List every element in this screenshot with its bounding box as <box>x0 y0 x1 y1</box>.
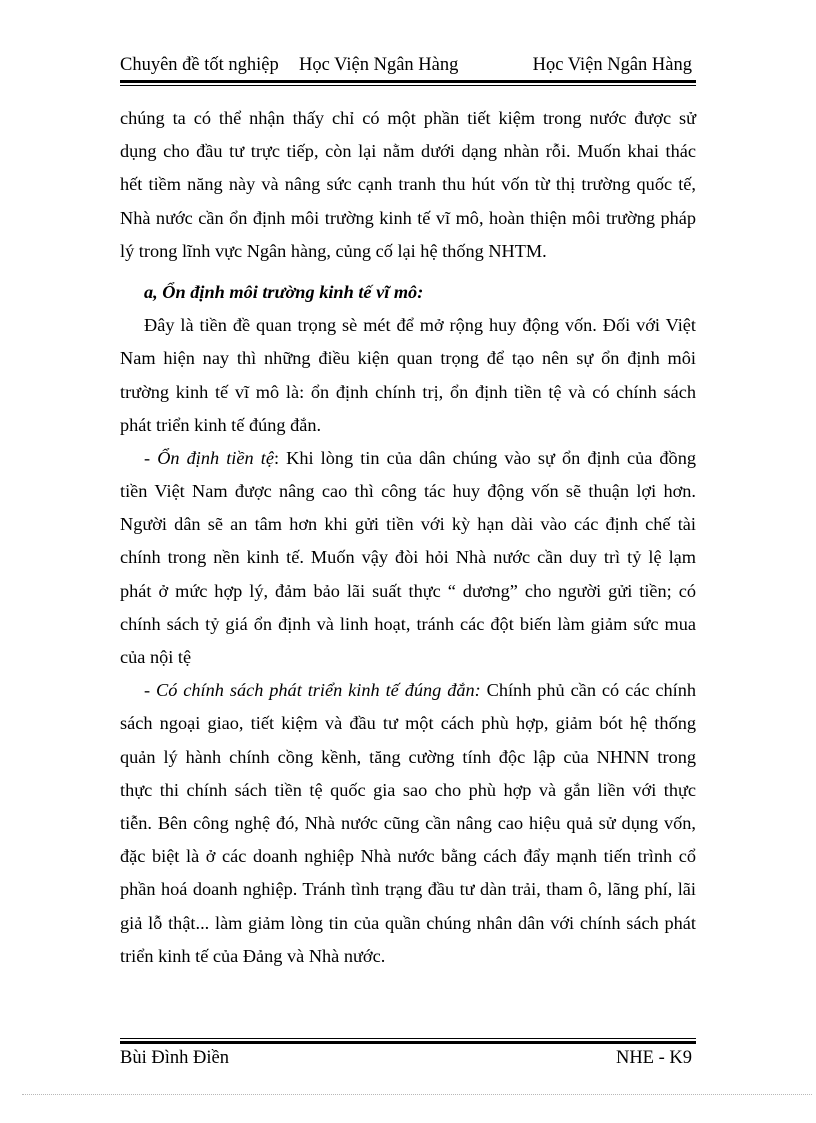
page-body <box>120 102 696 973</box>
footer-rule-thick <box>120 1041 696 1044</box>
text-line: triển kinh tế của Đảng và Nhà nước. <box>120 945 386 966</box>
term-monetary-stability: Ổn định tiền tệ <box>157 447 274 468</box>
footer-rule-thin <box>120 1038 696 1039</box>
text-line: tiền Việt Nam được nâng cao thì công tác huy động vốn sẽ thuận lợi hơn. <box>120 481 696 502</box>
header-rule-thick <box>120 80 696 83</box>
header-document-type: Chuyên đề tốt nghiệp <box>120 55 279 75</box>
page-bottom-dotted-border <box>22 1094 812 1095</box>
text-line: chúng ta có thể nhận thấy chỉ có một phần tiết kiệm trong nước được sử <box>120 108 696 128</box>
text-line: của nội tệ <box>120 647 192 667</box>
footer-author: Bùi Đình Điền <box>120 1048 229 1068</box>
text-line: chính trong nền kinh tế. Muốn vậy đòi hỏi Nhà nước cần duy trì tỷ lệ lạm <box>120 547 696 568</box>
text-line: Nam hiện nay thì những điều kiện quan trọng để tạo nên sự ổn định môi <box>120 348 696 369</box>
text-line: Người dân sẽ an tâm hơn khi gửi tiền với kỳ hạn dài vào các định chế tài <box>120 514 696 535</box>
text-line: trường kinh tế vĩ mô là: ổn định chính trị, ổn định tiền tệ và có chính sách <box>120 381 696 402</box>
text-line: phần hoá doanh nghiệp. Tránh tình trạng đầu tư dàn trải, tham ô, lãng phí, lãi <box>120 879 696 900</box>
section-heading: a, Ổn định môi trường kinh tế vĩ mô: <box>144 281 424 302</box>
text-segment: Chính phủ cần có các chính <box>480 680 696 701</box>
header-institution: Học Viện Ngân Hàng <box>299 55 459 75</box>
text-segment: : Khi lòng tin của dân chúng vào sự ổn định của đồng <box>273 447 696 468</box>
text-line-with-term <box>120 674 696 707</box>
header-institution-right: Học Viện Ngân Hàng <box>532 55 692 75</box>
footer-class-code: NHE - K9 <box>615 1048 692 1068</box>
text-line: sách ngoại giao, tiết kiệm và đầu tư một cách phù hợp, giảm bót hệ thống <box>120 713 696 734</box>
text-line: giả lỗ thật... làm giảm lòng tin của quần chúng nhân dân với chính sách phát <box>120 912 696 933</box>
text-line: quản lý hành chính cồng kềnh, tăng cường tính độc lập của NHNN trong <box>120 746 696 767</box>
text-line: phát triển kinh tế đúng đắn. <box>120 414 322 435</box>
text-line: Nhà nước cần ổn định môi trường kinh tế vĩ mô, hoàn thiện môi trường pháp <box>120 207 696 228</box>
header-rule-thin <box>120 85 696 86</box>
page-footer <box>120 1045 696 1071</box>
text-line: chính sách tỷ giá ổn định và linh hoạt, tránh các đột biến làm giảm sức mua <box>120 613 696 634</box>
text-line: Đây là tiền đề quan trọng sè mét để mở rộng huy động vốn. Đối với Việt <box>144 315 696 336</box>
text-line: lý trong lĩnh vực Ngân hàng, củng cố lại hệ thống NHTM. <box>120 240 547 261</box>
text-line: tiễn. Bên công nghệ đó, Nhà nước cũng cần nâng cao hiệu quả sử dụng vốn, <box>120 812 696 833</box>
text-line: hết tiềm năng này và nâng sức cạnh tranh thu hút vốn từ thị trường quốc tế, <box>120 174 696 195</box>
text-line: đặc biệt là ở các doanh nghiệp Nhà nước bằng cách đẩy mạnh tiến trình cổ <box>120 846 696 867</box>
bullet-dash: - <box>144 447 158 468</box>
text-line: thực thi chính sách tiền tệ quốc gia sao cho phù hợp và gắn liền với thực <box>120 779 696 800</box>
term-development-policy: - Có chính sách phát triển kinh tế đúng đắn: <box>144 680 481 701</box>
page-header <box>120 52 695 78</box>
text-line: dụng cho đầu tư trực tiếp, còn lại nằm dưới dạng nhàn rỗi. Muốn khai thác <box>120 141 696 162</box>
text-line-with-term <box>120 442 696 475</box>
text-line: phát ở mức hợp lý, đảm bảo lãi suất thực “ dương” cho người gửi tiền; có <box>120 580 696 601</box>
